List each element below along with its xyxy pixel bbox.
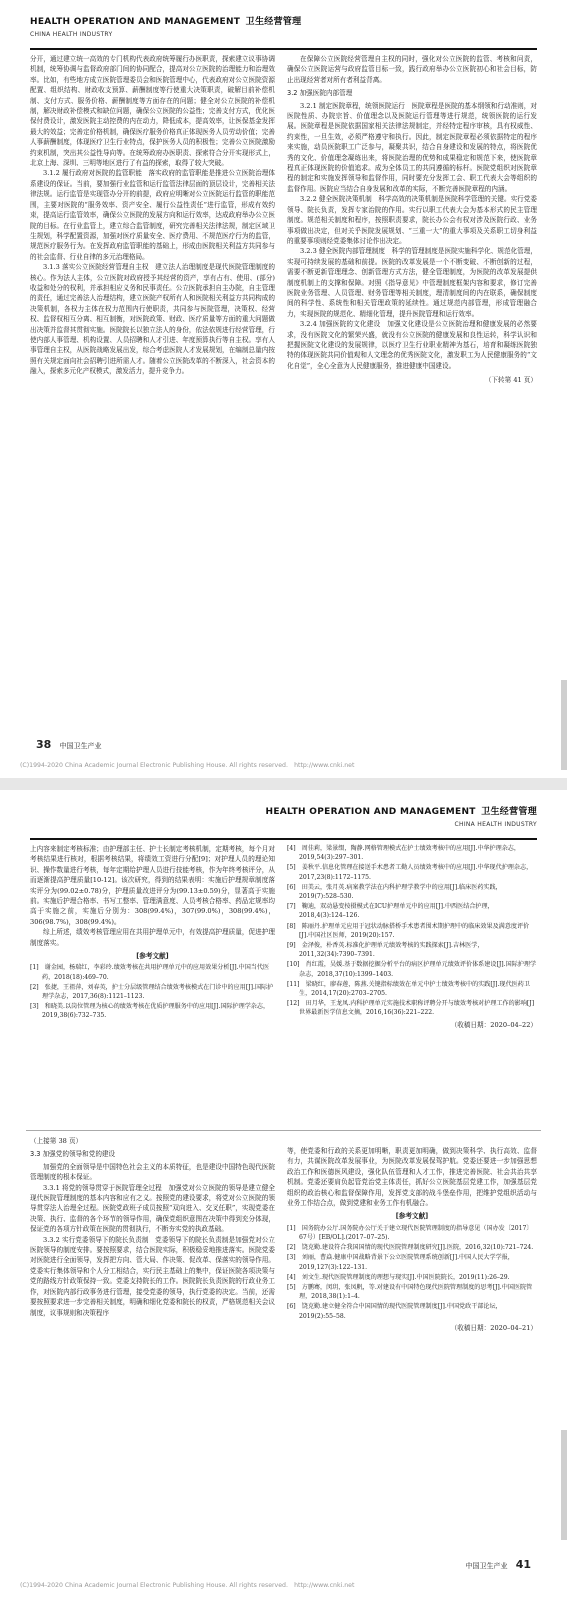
page-footer <box>465 1558 537 1571</box>
page-footer <box>30 738 102 751</box>
journal-brand-zh: 卫生经营管理 <box>245 17 302 27</box>
paragraph: 3.2.2 健全医院决策机制 科学高效的决策机制是医院科学管理的关键。实行党委领导、院长负责，发挥专家治院的作用。实行以职工代表大会为基本形式的民主管理制度。规范相关制度和程序，按照职责要求，院长办公会有权对涉及医院行政、业务事项做出决定，但对关乎医院发展规划、“三重一大”的重大事项及关系职工切身利益的重要事项则经党委集体讨论作出决定。 <box>287 195 537 245</box>
section-divider <box>26 1130 541 1131</box>
running-header <box>30 798 537 840</box>
copyright-line: (C)1994-2020 China Academic Journal Electronic Publishing House. All rights reserved. http://www.cnki.net <box>20 1582 355 1589</box>
footer-journal: 中国卫生产业 <box>59 742 102 750</box>
reference-item: [3] 和晓美.以岗位管理为核心的绩效考核在优质护理服务中的应用[J].国际护理学杂志，2019,38(6):732–735. <box>30 1003 270 1020</box>
references-heading: [参考文献] <box>136 952 169 961</box>
section-heading: 3.2 加强医院内部管理 <box>287 89 353 98</box>
journal-subtitle: CHINA HEALTH INDUSTRY <box>30 31 113 38</box>
reference-item: [2] 饶克勤.建设符合我国国情的现代医院管理制度研究[J].医院，2016,32(10):721–724. <box>287 1244 534 1252</box>
journal-brand <box>30 14 301 27</box>
right-column <box>287 54 537 386</box>
reference-item: [11] 梁晓红，廖春莲，陈燕.关键指标绩效在单元中护士绩效考核中的实践[J].现代医药卫生，2014,17(20):2703–2705. <box>287 980 530 998</box>
reference-item: [2] 张捷，王祖萍，刘春英，护士分层级管理结合绩效考核模式在门诊中的应用[J].国际护理学杂志，2017,36(8):1121–1123. <box>30 983 274 1001</box>
paragraph: 加强党的全面领导是中国特色社会主义的本质特征，也是建设中国特色现代医院管理制度的根本保证。 <box>30 1162 275 1182</box>
page-number: 41 <box>515 1558 531 1571</box>
paragraph: 在保障公立医院经营管理自主权的同时，强化对公立医院的监管、考核和问责，确保公立医院运营与政府监管目标一致，践行政府举办公立医院初心和社会目标，防止出现经营者对所有者利益背离。 <box>287 55 537 84</box>
continued-note: （下转第 41 页） <box>484 376 537 385</box>
lower-left-column <box>30 1136 275 1318</box>
reference-item: [1] 国务院办公厅.国务院办公厅关于建立现代医院管理制度的指导意见（国办发〔2017〕67号）[EB/OL].(2017–07–25). <box>287 1224 533 1242</box>
running-header <box>30 8 537 50</box>
paragraph: 等，使党委和行政的关系更加明晰，职责更加明确，做到决策科学、执行高效、监督有力，共谋医院改革发展事业，为医院改革发展保驾护航。党委还要进一步加强思想政治工作和医德医风建设，强化队伍管理和人才工作，推进完善医院、社会共治共享机制。党委还要肩负起管党治党主体责任，抓好公立医院基层党建工作，加强基层党组织的政治核心和监督保障作用，发挥党支部的战斗堡垒作用，把维护党组织活动与业务工作结合点，做到党建和业务工作有机融合。 <box>287 1147 537 1208</box>
paragraph: 3.2.4 加强医院的文化建设 加强文化建设是公立医院治理和健康发展的必然要求，没有医院文化的繁荣兴盛，就没有公立医院的健康发展和良性运转，科学认识和把握医院文化建设的发展规律，以医疗卫生行业职业精神为基石，培育和凝练医院独特的体现医院共同价值观和人文理念的优秀医院文化，激发职工为人民健康服务的“文化自觉”，全心全意为人民健康服务，推进健康中国建设。 <box>287 320 537 370</box>
reference-item: [12] 田月华，王龙凤.内科护理单元实施技术职称评聘分开与绩效考核对护理工作的影响[J]世界最新医学信息文摘，2016,16(36):221–222. <box>287 1000 535 1017</box>
upper-right-column <box>287 844 537 1030</box>
scrollbar[interactable] <box>561 1430 567 1540</box>
page-number: 38 <box>36 738 52 751</box>
journal-subtitle: CHINA HEALTH INDUSTRY <box>454 821 537 828</box>
paragraph: 综上所述，绩效考核管理应用在共用护理单元中，有效提高护理质量，促进护理制度落实。 <box>30 928 275 947</box>
reference-item: [3] 刘丽，曹焱.健康中国战略背景下公立医院管理系统创新[J].中国人民大学学报，2019,127(3):122–131. <box>287 1254 514 1271</box>
reference-item: [5] 方鹏骞，闵玥，张凤帆，等.对建设有中国特色现代医院管理制度的思考[J].中国医院管理，2018,38(1):1–4. <box>287 1284 533 1301</box>
received-date: （收稿日期：2020–04–21） <box>450 1323 537 1332</box>
reference-item: [4] 刘文生.现代医院管理制度的理想与现实[J].中国医院院长，2019(11):26–29. <box>287 1273 510 1281</box>
left-column <box>30 54 275 377</box>
copyright-line: (C)1994-2020 China Academic Journal Electronic Publishing House. All rights reserved. http://www.cnki.net <box>20 762 355 769</box>
reference-item: [1] 谢金园，杨瑞红，李彩玲.绩效考核在共用护理单元中的应用效果分析[J].中国当代医药，2018(18):469–70. <box>30 964 270 981</box>
lower-right-column <box>287 1146 537 1333</box>
scrollbar[interactable] <box>561 680 567 770</box>
footer-journal: 中国卫生产业 <box>465 1562 508 1570</box>
paragraph: 3.2.3 健全医院内部管理制度 科学的管理制度是医院实施科学化、规范化管理，实现可持续发展的基础和前提。医院的改革发展是一个不断变破、不断创新的过程，需要不断更新管理理念、创新管理方式方法，健全管理制度，为医院的改革发展提供制度机制上的支撑和保障。对照《指导意见》中管理制度框架内容和要求，修订完善医院业务管理、人员管理、财务管理等相关制度，理清制度间的内在联系，确保制度间的科学性、系统性和相关管理政策的延续性。通过规范内部管理，形成管理融合力，实现医院的规范化、精细化管理，提升医院管理和运行效率。 <box>287 247 537 318</box>
reference-item: [8] 陈丽丹.护理单元应用于冠状动脉搭桥手术患者围术期护理中的临床效果及满意度评价[J].中国社区医师，2019(20):157. <box>287 922 530 939</box>
paragraph: 3.2.1 制定医院章程，统领医院运行 医院章程是医院的基本纲领和行动准则，对医院性质、办院宗旨、价值理念以及医院运行管理等进行规范，统领医院的运行发展。医院章程是医院依据国家相关法律法规制定，并经特定程序审核，具有权威性、约束性，一旦生效，必须严格遵守和执行。因此，制定医院章程必须依据特定的程序来实施，动员医院职工广泛参与，凝聚共识，结合自身建设和发展的特点，将医院优秀的文化、价值理念凝练出来，将医院治理的优势和成果稳定和规范下来，使医院章程真正体现医院的价值追求。成为全体员工的共同遵循的标杆。医院党组织对医院章程的制定和实施发挥领导和监督作用，同时要充分发挥工会、职工代表大会等组织的监督作用。医院应当结合自身发展和改革的实际，不断完善医院章程的内涵。 <box>287 101 537 193</box>
reference-item: [9] 金泽俊，朴香英.标准化护理单元绩效考核的实践探索[J].吉林医学，2011,32(34):7390–7391. <box>287 942 484 959</box>
received-date: （收稿日期：2020–04–22） <box>450 1020 537 1029</box>
reference-item: [7] 鞠迪，双动悬变按摄模式在ICU护理单元中的应用[J].中西医结合护理，2018,4(3):124–126. <box>287 903 494 920</box>
upper-left-column <box>30 844 275 1022</box>
journal-brand-en: HEALTH OPERATION AND MANAGEMENT <box>30 17 241 27</box>
reference-item: [6] 田美云，张月英.病案教学法在内科护理学教学中的应用[J].临床医药实践，2019(7):528–530. <box>287 883 502 901</box>
journal-brand-zh: 卫生经营管理 <box>481 807 537 817</box>
paragraph: 3.1.2 履行政府对医院的监管职能 落实政府的监管职能是推进公立医院治理体系建设的保证。当前，要加强行业监管和运行监管法律层面的顶层设计，完善相关法律法规。运行监管是实现管办分开的前提，政府应明晰对公立医院运行监管的职能范围，主要对医院的“服务效率、资产安全、履行公益性责任”进行监管，形成有效约束，提高运行监管效率，确保公立医院的发展方向和运行效率，达成政府举办公立医院的目标。在行业监管上，建立综合监管制度，研究完善相关法律法规，制定区域卫生规划，科学配置资源，加强对医疗质量安全、医疗费用、不规范医疗行为的监管，规范医疗服务行为。在发挥政府监管职能的基础上，形成由医院相关利益方共同参与的社会监督、行业自律的多元治理格局。 <box>30 169 275 261</box>
journal-page-38 <box>0 0 567 778</box>
paragraph: 3.1.3 落实公立医院经营管理自主权 建立法人治理制度是现代医院管理制度的核心。作为法人主体，公立医院对政府授予其经营的资产，享有占有、使用、(部分)收益和处分的权利，并承担相应义务和民事责任。公立医院承担自主办院，自主管理的责任，通过完善法人治理结构，建立医院产权所有人和医院相关利益方共同构成的决策机制，各权力主体在权力范围内行使职责，共同参与医院管理，决策权、经营权、监督权相互分离、相互制衡，对医院政策、财政、医疗质量等方面的重大问题做出决策并监督其贯彻实施。医院院长以独立法人的身份，依法依规进行经营管理，行使内部人事管理、机构设置、人员招聘和人才引进、年度预算执行等自主权。享有人事管理自主权，从医院战略发展出发，综合考虑医院人才发展规划，在编制总量内按照有关规定面向社会招聘引进所需人才。随着公立医院改革的不断深入，社会资本的融入，探索多元化产权模式，激发活力，提升竞争力。 <box>30 263 275 376</box>
paragraph: 分开，通过建立统一高效的专门机构代表政府统筹履行办医职责，探索建立议事协调机制，统筹协调与监督政府部门间的协同配合，提高对公立医院的治理能力和治理效率。比如，有些地方成立医院管理委员会和医院管理中心，代表政府对公立医院资源配置、组织结构、财政收支预算、薪酬制度等行使重大决策职责，破解目前补偿机制、支付方式、服务价格、薪酬制度等方面存在的问题；健全对公立医院的补偿机制，解决财政补偿模式和缺位问题，确保公立医院的公益性；完善支付方式，优化医保付费设计，激发医院主动控费的内在动力，降低成本，提高效率，让医保基金发挥最大的效益；完善定价格机制，确保医疗服务价格真正体现医务人员劳动价值；完善人事薪酬制度，体现医疗卫生行业特点，保护医务人员的积极性；完善公立医院激励约束机制，突出其公益性导向等。在统筹政府办医职责、探索符合分开实现形式上，北京上海、深圳、三明等地区进行了有益的探索，取得了较大突破。 <box>30 55 275 168</box>
paragraph: 3.3.2 实行党委领导下的院长负责制 党委领导下的院长负责制是加强党对公立医院领导的制度安排。要按照要求，结合医院实际，积极稳妥地推进落实。医院党委对医院进行全面领导，发挥把方向、管大局、作决策、促改革、保落实的领导作用。党委实行集体领导和个人分工相结合，实行民主基础上的集中，保证医院各项决策与党的路线方针政策保持一致。党委支持院长的工作。医院院长负责医院的行政业务工作，对医院内部行政事务进行管理，接受党委的领导，执行党委的决定。当前，还需要按照要求进一步完善相关制度，明确和细化党委和院长的权责，严格规范相关会议制度，议事规则和决策程序 <box>30 1235 275 1317</box>
journal-brand <box>266 804 537 817</box>
continued-from-note: （上接第 38 页） <box>30 1137 83 1145</box>
journal-brand-en: HEALTH OPERATION AND MANAGEMENT <box>265 807 476 817</box>
section-heading: 3.3 加强党的领导和党的建设 <box>30 1150 116 1159</box>
reference-item: [10] 肖红霞，吴媛.基于数据挖掘分析平台的病区护理单元绩效评价体系建设[J].国际护理学杂志，2018,37(10):1399–1403. <box>287 961 537 978</box>
reference-item: [4] 周佳莉，梁景缀，陶静.网格管理模式在护士绩效考核中的应用[J].中华护理杂志，2019,54(3):297–301. <box>287 845 520 862</box>
paragraph: 上内容来制定考核标准；由护理部主任、护士长制定考核机制，定期考核，每个月对考核结果进行核对，根据考核结果，将绩效工资进行分配[9]；对护理人员的理论知识、操作数量进行考核，每年定期给护理人员进行技能考核，作为年终考核评分，从而逐渐提高护理质量[10-12]。该次研究，得到的结果表明：实施后护理规章制度落实评分为(99.02±0.78)分，护理质量改进评分为(99.13±0.59)分，显著高于实施前。实施后护理合格率、书写工整率、管理满意度、人员考核合格率、药品定规率均高于实施之前，实施后分别为：308(99.4%)，307(99.0%)，308(99.4%)，306(98.7%)，308(99.4%)。 <box>30 845 275 926</box>
journal-page-41 <box>0 790 567 1600</box>
paragraph: 3.3.1 将党的领导贯穿于医院管理全过程 加强党对公立医院的领导是建立健全现代医院管理制度的基本内容和应有之义。按照党的建设要求，将党对公立医院的领导贯穿法人治理全过程。医院党政班子成员按照“双向进入、交叉任职”，实现党委在决策、执行、监督的各个环节的领导作用，确保党组织意图在决策中得到充分体现，保证党的各项方针政策在医院的贯彻执行，不断夯实党的执政基础。 <box>30 1183 275 1234</box>
reference-item: [6] 饶克勤.建立健全符合中国国情的现代医院管理制度[J].中国党政干部论坛，2019(2):55–58. <box>287 1303 502 1320</box>
reference-item: [5] 姜秋平.信息化管理在接送手术患者工勤人员绩效考核中的应用[J].中华现代护理杂志，2017,23(8):1172–1175. <box>287 864 533 881</box>
references-heading: [参考文献] <box>395 1212 429 1221</box>
